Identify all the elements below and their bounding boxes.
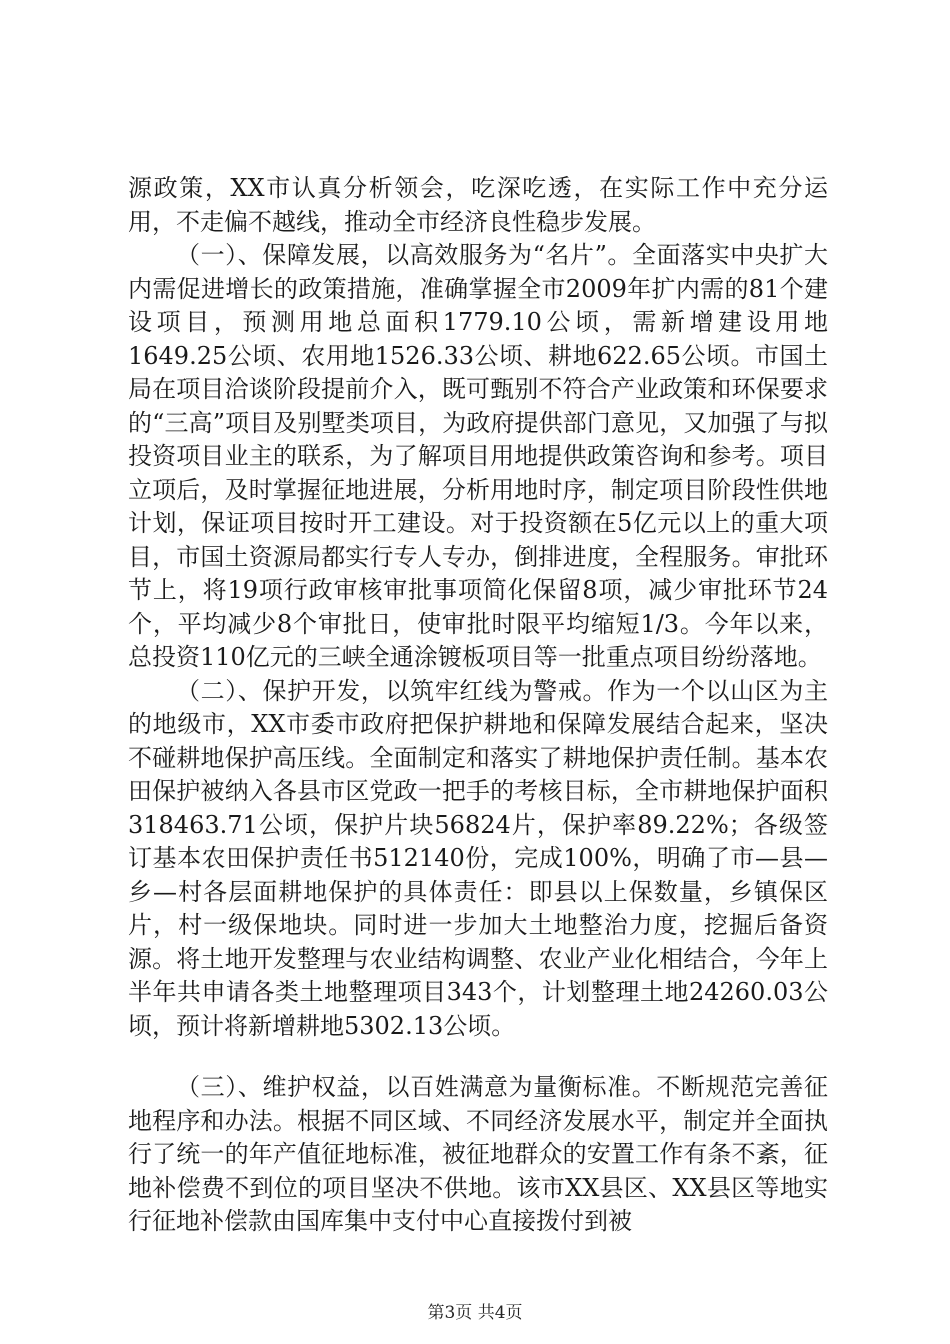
paragraph-section-3: （三）、维护权益，以百姓满意为量衡标准。不断规范完善征地程序和办法。根据不同区域、不同经济发展水平，制定并全面执行了统一的年产值征地标准，被征地群众的安置工作有条不紊，征地补偿费不到位的项目坚决不供地。该市XX县区、XX县区等地实行征地补偿款由国库集中支付中心直接拨付到被	[128, 1073, 828, 1235]
paragraph-gap	[128, 1043, 828, 1071]
paragraph-section-1: （一）、保障发展，以高效服务为“名片”。全面落实中央扩大内需促进增长的政策措施，准确掌握全市2009年扩内需的81个建设项目，预测用地总面积1779.10公顷，需新增建设用地1649.25公顷、农用地1526.33公顷、耕地622.65公顷。市国土局在项目洽谈阶段提前介入，既可甄别不符合产业政策和环保要求的“三高”项目及别墅类项目，为政府提供部门意见，又加强了与拟投资项目业主的联系，为了解项目用地提供政策咨询和参考。项目立项后，及时掌握征地进展，分析用地时序，制定项目阶段性供地计划，保证项目按时开工建设。对于投资额在5亿元以上的重大项目，市国土资源局都实行专人专办，倒排进度，全程服务。审批环节上，将19项行政审核审批事项简化保留8项，减少审批环节24个，平均减少8个审批日，使审批时限平均缩短1/3。今年以来，总投资110亿元的三峡全通涂镀板项目等一批重点项目纷纷落地。	[128, 241, 828, 671]
page-number-footer: 第3页 共4页	[427, 1303, 523, 1323]
paragraph-section-2: （二）、保护开发，以筑牢红线为警戒。作为一个以山区为主的地级市，XX市委市政府把保护耕地和保障发展结合起来，坚决不碰耕地保护高压线。全面制定和落实了耕地保护责任制。基本农田保护被纳入各县市区党政一把手的考核目标，全市耕地保护面积318463.71公顷，保护片块56824片，保护率89.22%；各级签订基本农田保护责任书512140份，完成100%，明确了市—县—乡—村各层面耕地保护的具体责任：即县以上保数量，乡镇保区片，村一级保地块。同时进一步加大土地整治力度，挖掘后备资源。将土地开发整理与农业结构调整、农业产业化相结合，今年上半年共申请各类土地整理项目343个，计划整理土地24260.03公顷，预计将新增耕地5302.13公顷。	[128, 676, 828, 1040]
document-body	[128, 172, 828, 1239]
paragraph-continuation: 源政策，XX市认真分析领会，吃深吃透，在实际工作中充分运用，不走偏不越线，推动全市经济良性稳步发展。	[128, 174, 828, 236]
